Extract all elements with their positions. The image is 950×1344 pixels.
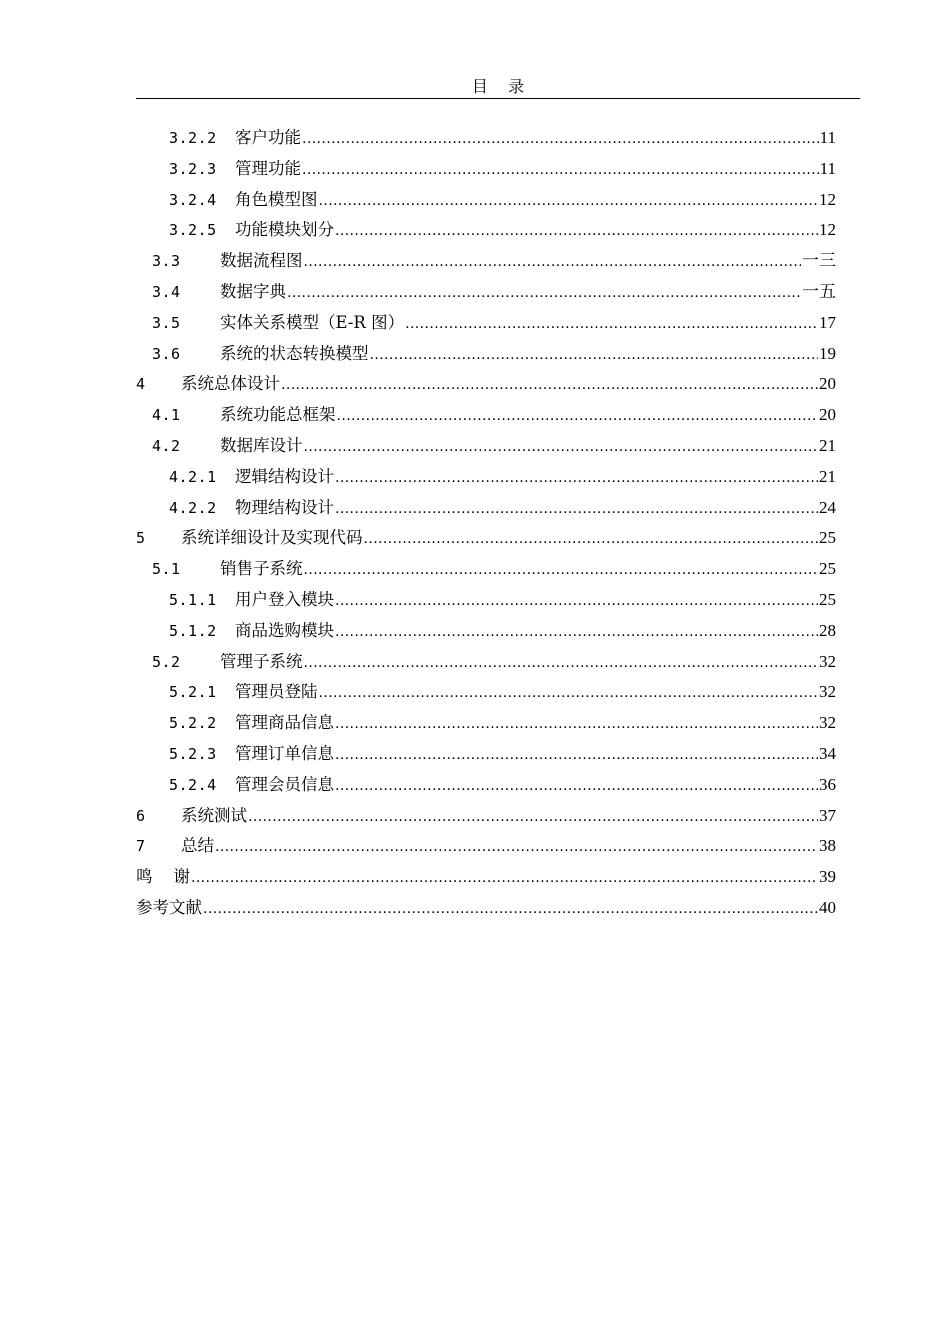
toc-entry-number: 6 [136,806,146,825]
toc-entry-number: 4.1 [152,406,181,425]
toc-entry-title: 逻辑结构设计 [235,466,334,486]
toc-entry-page: 25 [819,528,836,548]
toc-entry-page: 21 [819,466,836,486]
toc-entry-title: 管理商品信息 [235,713,334,733]
toc-entry-number: 5.1.2 [169,621,217,640]
toc-entry-number: 4.2.2 [169,498,217,517]
toc-entry-page: 12 [819,189,836,209]
dot-leader [335,463,818,494]
toc-entry-page: 37 [819,805,836,825]
toc-entry[interactable] [136,801,836,832]
toc-entry[interactable] [136,523,836,554]
toc-entry-title: 系统测试 [181,805,247,825]
toc-entry-number: 5.2.2 [169,714,217,733]
toc-entry[interactable] [136,462,836,493]
toc-entry-number: 3.2.4 [169,190,217,209]
dot-leader [287,278,801,309]
toc-entry[interactable] [136,369,836,400]
toc-entry[interactable] [136,708,836,739]
dot-leader [191,863,818,894]
toc-entry-page: 25 [819,559,836,579]
toc-entry-number: 5.2.1 [169,683,217,702]
toc-entry-title: 系统功能总框架 [220,405,336,425]
toc-entry-page: 24 [819,497,836,517]
toc-entry-page: 20 [819,405,836,425]
toc-entry-page: 32 [819,682,836,702]
dot-leader [281,370,818,401]
toc-entry-page: 19 [819,343,836,363]
toc-entry-number: 3.5 [152,313,181,332]
toc-entry-title: 用户登入模块 [235,589,334,609]
toc-entry-page: 32 [819,651,836,671]
toc-entry-number: 5.1 [152,560,181,579]
toc-entry-title: 鸣 谢 [136,867,190,887]
toc-entry-page: 38 [819,836,836,856]
toc-entry-title: 商品选购模块 [235,620,334,640]
dot-leader [370,340,819,371]
toc-entry-title: 销售子系统 [220,559,303,579]
toc-entry-title: 管理订单信息 [235,743,334,763]
toc-entry-page: 11 [819,128,836,147]
toc-entry-title: 管理会员信息 [235,774,334,794]
toc-entry-number: 5.1.1 [169,590,217,609]
toc-entry[interactable] [136,246,836,277]
dot-leader [335,740,818,771]
toc-entry[interactable] [136,893,836,924]
toc-entry-number: 4.2.1 [169,467,217,486]
table-of-contents [136,123,836,924]
toc-entry-title: 参考文献 [136,897,202,917]
toc-entry-number: 5.2.4 [169,775,217,794]
toc-entry-title: 物理结构设计 [235,497,334,517]
toc-entry-page: 39 [819,867,836,887]
toc-entry[interactable] [136,554,836,585]
toc-entry-number: 5 [136,529,146,548]
toc-entry-title: 数据库设计 [220,435,303,455]
toc-entry-number: 4 [136,375,146,394]
toc-entry[interactable] [136,493,836,524]
toc-entry[interactable] [136,123,836,154]
toc-entry-page: 12 [819,220,836,240]
dot-leader [304,648,819,679]
dot-leader [302,155,819,186]
toc-entry[interactable] [136,647,836,678]
dot-leader [364,524,819,555]
dot-leader [335,771,818,802]
toc-entry-number: 3.3 [152,252,181,271]
toc-entry-page: 11 [819,158,836,178]
dot-leader [335,617,818,648]
dot-leader [319,186,819,217]
toc-heading: 目 录 [471,77,525,96]
dot-leader [304,555,819,586]
toc-entry[interactable] [136,400,836,431]
toc-entry-page: 一三 [802,251,836,271]
toc-entry-title: 客户功能 [235,128,301,147]
toc-entry-title: 系统总体设计 [181,374,280,394]
toc-entry-title: 系统详细设计及实现代码 [181,528,363,548]
toc-entry-number: 5.2 [152,652,181,671]
dot-leader [248,802,818,833]
toc-entry[interactable] [136,616,836,647]
dot-leader [335,216,818,247]
dot-leader [215,832,818,863]
toc-entry-number: 5.2.3 [169,744,217,763]
toc-entry-page: 21 [819,435,836,455]
toc-entry-title: 管理子系统 [220,651,303,671]
toc-entry-title: 实体关系模型（E-R 图） [220,312,405,332]
toc-entry[interactable] [136,431,836,462]
toc-entry-page: 36 [819,774,836,794]
toc-entry[interactable] [136,339,836,370]
toc-entry-number: 3.6 [152,344,181,363]
toc-entry[interactable] [136,831,836,862]
toc-entry-title: 数据字典 [220,281,286,301]
toc-entry-title: 功能模块划分 [235,220,334,240]
dot-leader [335,494,818,525]
toc-entry[interactable] [136,215,836,246]
toc-entry[interactable] [136,677,836,708]
toc-entry-page: 25 [819,589,836,609]
toc-entry-number: 3.4 [152,282,181,301]
toc-entry[interactable] [136,739,836,770]
dot-leader [405,309,818,340]
toc-entry-title: 管理功能 [235,158,301,178]
toc-entry[interactable] [136,585,836,616]
toc-entry-number: 3.2.5 [169,221,217,240]
toc-entry-page: 一五 [802,281,836,301]
toc-entry-number: 3.2.3 [169,159,217,178]
dot-leader [304,247,802,278]
dot-leader [304,432,819,463]
toc-entry-page: 40 [819,897,836,917]
toc-entry-number: 7 [136,837,146,856]
toc-entry-page: 20 [819,374,836,394]
toc-entry[interactable] [136,862,836,893]
toc-entry[interactable] [136,154,836,185]
toc-entry-page: 32 [819,713,836,733]
dot-leader [319,678,819,709]
toc-entry[interactable] [136,185,836,216]
toc-entry-title: 数据流程图 [220,251,303,271]
page-header [136,76,860,99]
toc-entry-title: 角色模型图 [235,189,318,209]
toc-entry-page: 17 [819,312,836,332]
dot-leader [302,124,819,155]
toc-entry-page: 34 [819,743,836,763]
toc-entry[interactable] [136,770,836,801]
toc-entry-number: 3.2.2 [169,129,217,147]
toc-entry[interactable] [136,308,836,339]
dot-leader [335,709,818,740]
toc-entry-title: 系统的状态转换模型 [220,343,369,363]
toc-entry-title: 管理员登陆 [235,682,318,702]
toc-entry-number: 4.2 [152,436,181,455]
toc-entry-title: 总结 [181,836,214,856]
dot-leader [337,401,819,432]
dot-leader [203,894,818,925]
dot-leader [335,586,818,617]
toc-entry[interactable] [136,277,836,308]
toc-entry-page: 28 [819,620,836,640]
